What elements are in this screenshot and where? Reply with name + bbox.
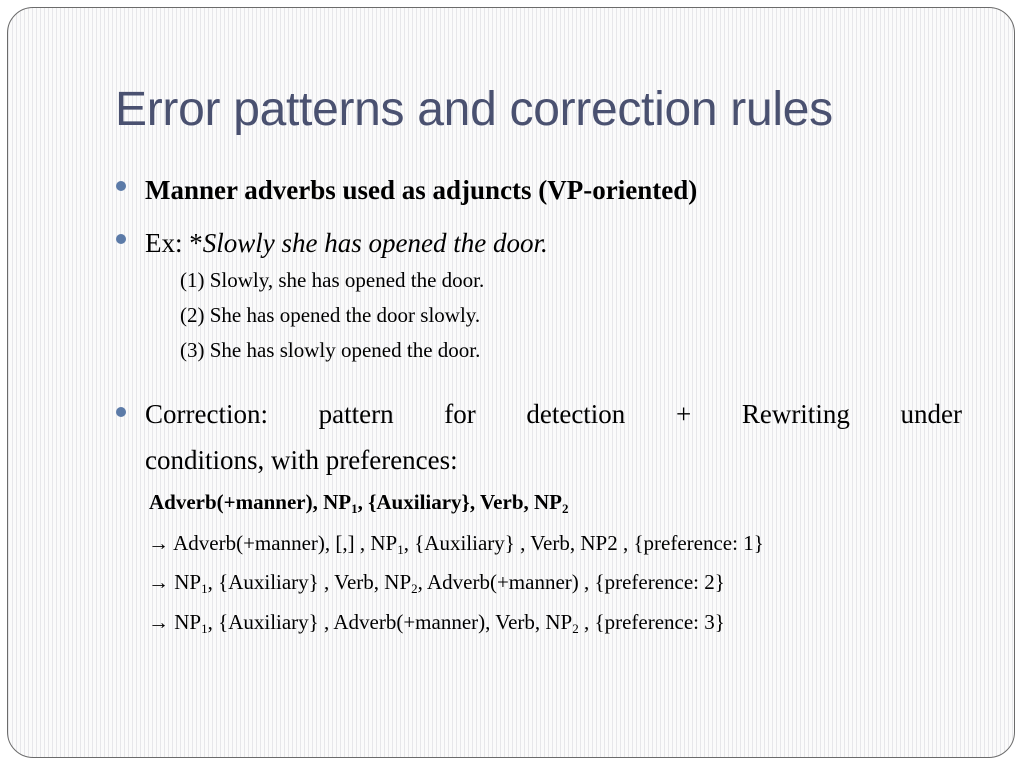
- example-sentence: Slowly she has opened the door.: [202, 228, 548, 258]
- bullet-text: [145, 391, 962, 483]
- example-prefix: Ex: *: [145, 228, 203, 258]
- correction-line-1: [145, 391, 962, 437]
- rule-rewrite-1: → Adverb(+manner), [,] , $NP_1$, {Auxiliary} , Verb, NP2 , {preference: 1}: [148, 531, 764, 557]
- rule-pattern: Adverb(+manner), $NP_1$, {Auxiliary}, Verb, $NP_2$: [149, 490, 569, 516]
- word: Rewriting: [741, 399, 850, 429]
- word: Correction:: [145, 399, 268, 429]
- rule-rewrite-3: → $NP_1$, {Auxiliary} , Adverb(+manner), Verb, $NP_2$ , {preference: 3}: [148, 610, 725, 636]
- bullet-dot-icon: [116, 407, 126, 417]
- example-line-1: (1) Slowly, she has opened the door.: [180, 268, 485, 292]
- bullet-text: Manner adverbs used as adjuncts (VP-oriented): [145, 175, 698, 205]
- bullet-text: [145, 220, 962, 266]
- word: for: [444, 399, 476, 429]
- word: detection: [526, 399, 626, 429]
- bullet-dot-icon: [116, 234, 126, 244]
- rule-rewrite-2: → $NP_1$, {Auxiliary} , Verb, $NP_2$, Adverb(+manner) , {preference: 2}: [148, 570, 725, 596]
- bullet-dot-icon: [116, 181, 126, 191]
- word: under: [900, 399, 962, 429]
- example-line-2: (2) She has opened the door slowly.: [180, 303, 481, 327]
- word: pattern: [318, 399, 394, 429]
- correction-line-2: conditions, with preferences:: [145, 445, 458, 475]
- example-line-3: (3) She has slowly opened the door.: [180, 338, 481, 362]
- word: +: [675, 399, 692, 429]
- slide-title: Error patterns and correction rules: [115, 83, 833, 136]
